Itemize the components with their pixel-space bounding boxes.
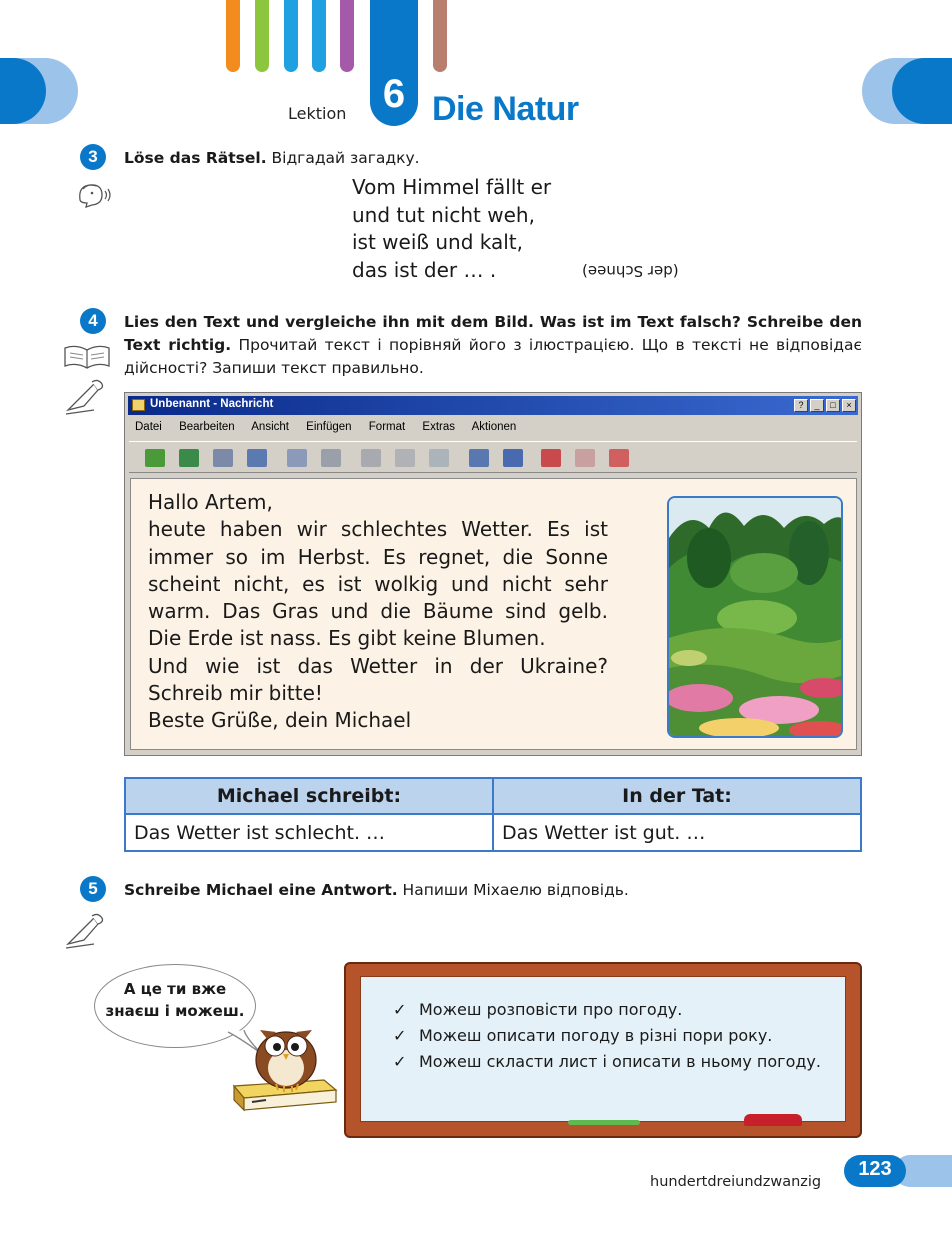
list-item: ✓ Можеш скласти лист і описати в ньому погоду. (391, 1049, 831, 1075)
chapter-title: Die Natur (432, 90, 579, 128)
task5-instruction-german: Schreibe Michael eine Antwort. (124, 881, 398, 899)
riddle-line: das ist der … . (352, 257, 497, 282)
page-number-words: hundertdreiundzwanzig (650, 1174, 822, 1190)
email-window (124, 392, 862, 756)
close-button[interactable]: × (842, 399, 856, 412)
letter-line: warm. Das Gras und die Bäume sind gelb. (148, 599, 608, 624)
encrypt-icon[interactable] (575, 449, 595, 467)
list-item: ✓ Можеш розповісти про погоду. (391, 997, 831, 1023)
task-number-3: 3 (80, 144, 106, 170)
task4-instruction-german: Lies den Text und vergleiche ihn mit dem Bild. Was ist im Text falsch? Schreibe den Text richtig. (124, 313, 862, 354)
check-icon[interactable] (395, 449, 415, 467)
writing-hand-icon (64, 910, 108, 950)
task5-instruction-ukrainian: Напиши Міхаелю відповідь. (397, 881, 629, 899)
table-cell-in-fact: Das Wetter ist gut. … (493, 814, 861, 851)
table-cell-michael-writes: Das Wetter ist schlecht. … (125, 814, 493, 851)
table-row (125, 814, 861, 851)
can-do-checklist (391, 997, 831, 1075)
letter-line: immer so im Herbst. Es regnet, die Sonne (148, 544, 608, 569)
owl-on-book-icon (230, 1010, 340, 1114)
corner-decoration-left (0, 58, 78, 124)
mail-app-icon (132, 399, 145, 411)
table-header-michael-writes: Michael schreibt: (125, 778, 493, 814)
letter-line: Die Erde ist nass. Es gibt keine Blumen. (148, 626, 546, 651)
header-stripe-orange (226, 0, 240, 72)
letter-line: heute haben wir schlechtes Wetter. Es ist (148, 517, 608, 542)
comparison-table (124, 777, 862, 852)
help-button[interactable]: ? (794, 399, 808, 412)
print-icon[interactable] (321, 449, 341, 467)
board-surface (360, 976, 846, 1122)
header-stripe-cyan-2 (312, 0, 326, 72)
table-header-row (125, 778, 861, 814)
window-title: Unbenannt - Nachricht (150, 398, 274, 410)
riddle-line: und tut nicht weh, (352, 202, 535, 227)
summer-garden-photo (667, 496, 843, 738)
window-title-bar[interactable] (128, 396, 858, 415)
riddle-answer-upside-down: (der Schnee) (582, 262, 679, 280)
header-stripe-brown (433, 0, 447, 72)
message-body[interactable] (130, 478, 857, 750)
header-stripe-purple (340, 0, 354, 72)
list-item: ✓ Можеш описати погоду в різні пори року. (391, 1023, 831, 1049)
corner-decoration-right (862, 58, 952, 124)
lektion-number: 6 (382, 72, 406, 116)
open-book-icon (62, 342, 112, 372)
cut-icon[interactable] (213, 449, 233, 467)
bubble-line: А це ти вже (123, 980, 227, 998)
letter-line: Schreib mir bitte! (148, 681, 323, 706)
task-number-5: 5 (80, 876, 106, 902)
task4-instruction (124, 311, 862, 380)
lektion-label: Lektion (288, 104, 347, 123)
task5-instruction (124, 879, 629, 902)
paste-icon[interactable] (287, 449, 307, 467)
task4-instruction-ukrainian: Прочитай текст і порівняй його з ілюстрацією. Що в тексті не відповідає дійсності? Запиши текст правильно. (124, 336, 862, 377)
menu-bar (135, 421, 530, 437)
menu-einfuegen[interactable]: Einfügen (306, 421, 352, 433)
check-mark-icon: ✓ (393, 1000, 407, 1019)
offline-icon[interactable] (609, 449, 629, 467)
letter-line: scheint nicht, es ist wolkig und nicht sehr (148, 571, 608, 596)
sign-icon[interactable] (541, 449, 561, 467)
letter-line: Hallo Artem, (148, 490, 273, 514)
menu-extras[interactable]: Extras (422, 421, 455, 433)
riddle-line: ist weiß und kalt, (352, 230, 523, 254)
menu-format[interactable]: Format (368, 421, 406, 433)
garden-illustration (669, 498, 843, 738)
minimize-button[interactable]: _ (810, 399, 824, 412)
check-mark-icon: ✓ (393, 1052, 407, 1071)
bubble-line: знаєш і можеш. (105, 1002, 245, 1020)
task3-instruction (124, 147, 420, 170)
spelling-icon[interactable] (429, 449, 449, 467)
menu-bearbeiten[interactable]: Bearbeiten (179, 421, 235, 433)
chalk-icon (568, 1120, 640, 1125)
riddle-poem (352, 174, 551, 284)
riddle-line: Vom Himmel fällt er (352, 175, 552, 199)
copy-icon[interactable] (247, 449, 267, 467)
page-number: 123 (858, 1158, 892, 1180)
sponge-icon (744, 1114, 802, 1126)
attach-icon[interactable] (469, 449, 489, 467)
receive-icon[interactable] (179, 449, 199, 467)
undo-icon[interactable] (361, 449, 381, 467)
letter-line: Und wie ist das Wetter in der Ukraine? (148, 653, 608, 678)
letter-text (148, 489, 608, 735)
menu-ansicht[interactable]: Ansicht (251, 421, 289, 433)
header-stripe-green (255, 0, 269, 72)
writing-hand-icon (64, 376, 108, 416)
header-stripe-cyan (284, 0, 298, 72)
check-mark-icon: ✓ (393, 1026, 407, 1045)
task-number-4: 4 (80, 308, 106, 334)
letter-line: Beste Grüße, dein Michael (148, 708, 412, 733)
priority-icon[interactable] (503, 449, 523, 467)
summary-board (344, 962, 862, 1138)
task3-instruction-ukrainian: Відгадай загадку. (266, 149, 420, 167)
task3-instruction-german: Löse das Rätsel. (124, 149, 267, 167)
table-header-in-fact: In der Tat: (493, 778, 861, 814)
menu-datei[interactable]: Datei (135, 421, 162, 433)
maximize-button[interactable]: □ (826, 399, 840, 412)
send-icon[interactable] (145, 449, 165, 467)
toolbar (129, 441, 857, 473)
menu-aktionen[interactable]: Aktionen (471, 421, 517, 433)
listening-child-icon (74, 180, 114, 210)
